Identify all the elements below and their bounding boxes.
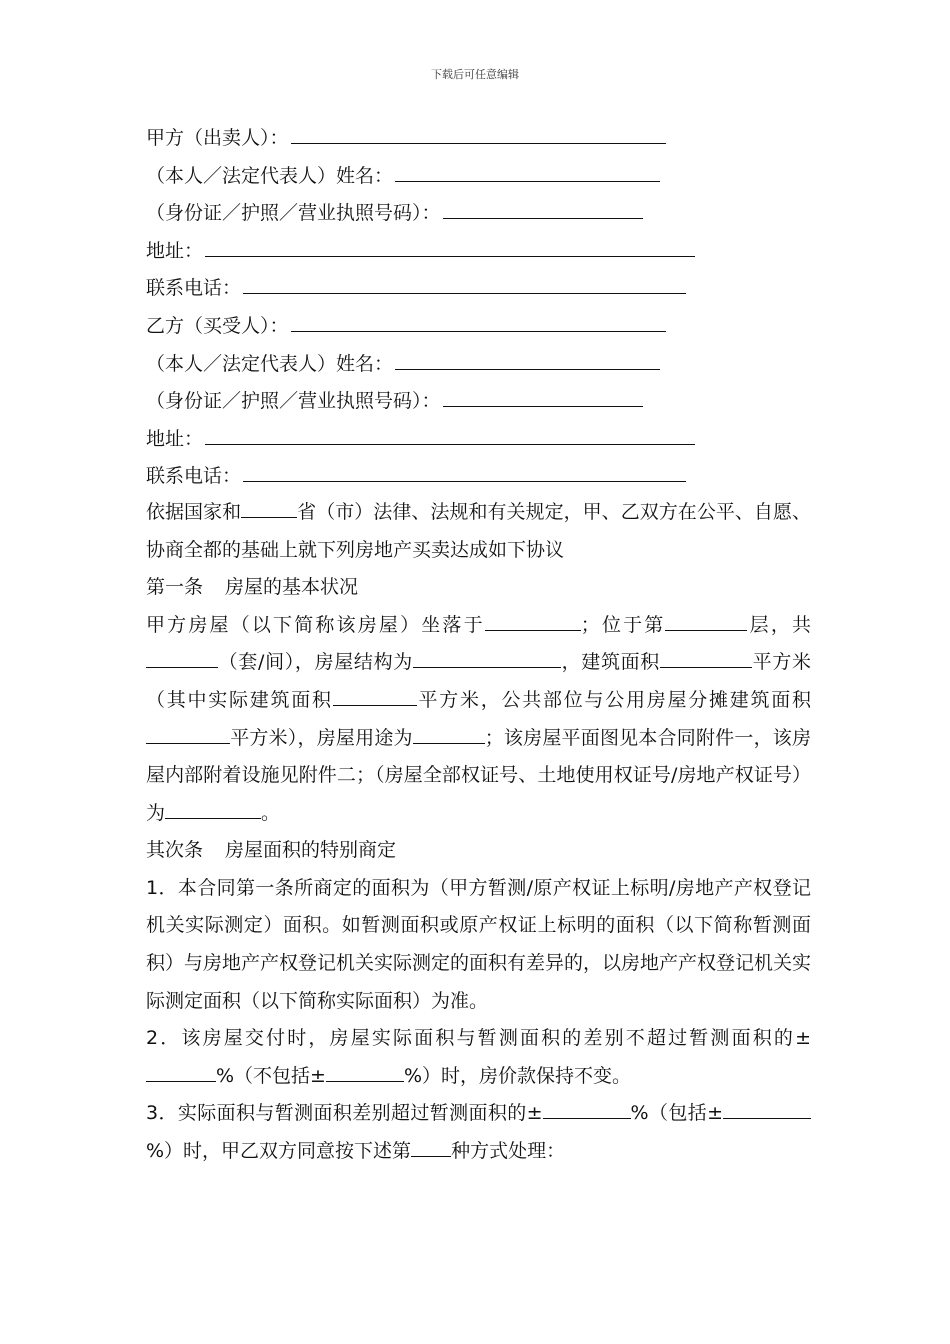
article-1-paragraph (146, 607, 811, 833)
party-b-phone-blank[interactable] (243, 456, 686, 482)
article-1-text-area: ，建筑面积 (560, 651, 660, 674)
party-b-phone-row (146, 456, 811, 494)
party-b-rep-label: （本人／法定代表人）姓名： (146, 352, 394, 375)
article-2-item-2 (146, 1020, 811, 1095)
party-a-address-blank[interactable] (205, 231, 695, 257)
article-1-text-floor: ；位于第 (580, 613, 666, 636)
item-3-inclusive-percent-blank[interactable] (723, 1096, 811, 1119)
item-3-text-b: %（包括± (630, 1102, 723, 1125)
preamble-paragraph (146, 494, 811, 569)
item-3-text-c: %）时，甲乙双方同意按下述第 (146, 1140, 412, 1163)
party-a-address-label: 地址： (146, 239, 204, 262)
party-a-name-blank[interactable] (291, 118, 666, 144)
article-2-item-1: 1．本合同第一条所商定的面积为（甲方暂测/原产权证上标明/房地产产权登记机关实际测定）面积。如暂测面积或原产权证上标明的面积（以下简称暂测面积）与房地产产权登记机关实际测定的面积有差异的，以房地产产权登记机关实际测定面积（以下简称实际面积）为准。 (146, 876, 812, 1012)
party-a-phone-blank[interactable] (243, 268, 686, 294)
party-b-rep-blank[interactable] (395, 344, 660, 370)
preamble-text-2: 省（市）法律、法规和有关规定，甲、乙双方在公平、自愿、协商全都的基础上就下列房地产买卖达成如下协议 (146, 500, 811, 561)
item-2-text-b: %（不包括± (216, 1064, 326, 1087)
contract-body (146, 118, 811, 1171)
party-b-address-label: 地址： (146, 427, 204, 450)
party-a-title-row (146, 118, 811, 156)
certificate-blank[interactable] (165, 796, 261, 819)
party-a-title: 甲方（出卖人）： (146, 127, 289, 149)
shared-area-blank[interactable] (146, 721, 230, 744)
party-b-id-label: （身份证／护照／营业执照号码）： (146, 390, 441, 413)
party-b-title-row (146, 306, 811, 344)
article-2-heading (146, 832, 811, 870)
item-2-text-c: %）时，房价款保持不变。 (403, 1064, 632, 1087)
item-2-percent-blank[interactable] (146, 1059, 216, 1082)
article-1-text-location: 甲方房屋（以下简称该房屋）坐落于 (146, 613, 485, 636)
party-a-id-row (146, 193, 811, 231)
party-a-id-label: （身份证／护照／营业执照号码）： (146, 202, 441, 225)
party-b-title: 乙方（买受人）： (146, 314, 289, 337)
article-2-number: 其次条 (146, 839, 204, 862)
party-b-id-row (146, 381, 811, 419)
article-1-number: 第一条 (146, 576, 204, 599)
party-a-phone-row (146, 268, 811, 306)
header-note: 下载后可任意编辑 (431, 68, 519, 81)
item-3-method-blank[interactable] (411, 1134, 451, 1157)
party-b-rep-row (146, 344, 811, 382)
party-b-name-blank[interactable] (291, 306, 666, 332)
party-b-id-blank[interactable] (443, 381, 643, 407)
building-area-blank[interactable] (660, 645, 752, 668)
item-2-text-a: 2．该房屋交付时，房屋实际面积与暂测面积的差别不超过暂测面积的± (146, 1027, 811, 1050)
actual-area-blank[interactable] (333, 683, 417, 706)
article-1-text-actual-area: 平方米（其中实际建筑面积 (146, 651, 811, 711)
party-a-rep-row (146, 156, 811, 194)
party-a-address-row (146, 231, 811, 269)
article-1-text-total: 层，共 (747, 613, 811, 636)
article-1-text-end: 。 (261, 801, 281, 824)
item-2-exclusive-percent-blank[interactable] (326, 1059, 404, 1082)
party-b-phone-label: 联系电话： (146, 465, 242, 488)
item-3-percent-blank[interactable] (543, 1096, 631, 1119)
party-a-phone-label: 联系电话： (146, 277, 242, 300)
article-1-text-usage: 平方米），房屋用途为 (230, 726, 413, 749)
article-1-text-shared-area: 平方米，公共部位与公用房屋分摊建筑面积 (416, 688, 811, 711)
party-a-rep-label: （本人／法定代表人）姓名： (146, 164, 394, 187)
party-b-address-blank[interactable] (205, 419, 695, 445)
party-a-rep-blank[interactable] (395, 156, 660, 182)
article-1-text-certificate: ；该房屋平面图见本合同附件一，该房屋内部附着设施见附件二；（房屋全部权证号、土地使用权证号/房地产权证号）为 (146, 726, 811, 824)
usage-blank[interactable] (413, 721, 485, 744)
party-b-address-row (146, 419, 811, 457)
article-1-text-structure: （套/间），房屋结构为 (218, 651, 413, 674)
structure-blank[interactable] (413, 645, 561, 668)
province-blank[interactable] (241, 495, 297, 518)
party-a-id-blank[interactable] (443, 193, 643, 219)
units-blank[interactable] (146, 645, 218, 668)
article-1-heading (146, 569, 811, 607)
floor-blank[interactable] (665, 608, 747, 631)
preamble-text-1: 依据国家和 (146, 500, 242, 523)
item-3-text-a: 3．实际面积与暂测面积差别超过暂测面积的± (146, 1102, 543, 1125)
article-2-item-3 (146, 1095, 811, 1170)
article-1-title: 房屋的基本状况 (225, 576, 359, 599)
location-blank[interactable] (485, 608, 581, 631)
item-3-text-d: 种方式处理： (451, 1140, 566, 1163)
article-2-title: 房屋面积的特别商定 (225, 839, 397, 862)
